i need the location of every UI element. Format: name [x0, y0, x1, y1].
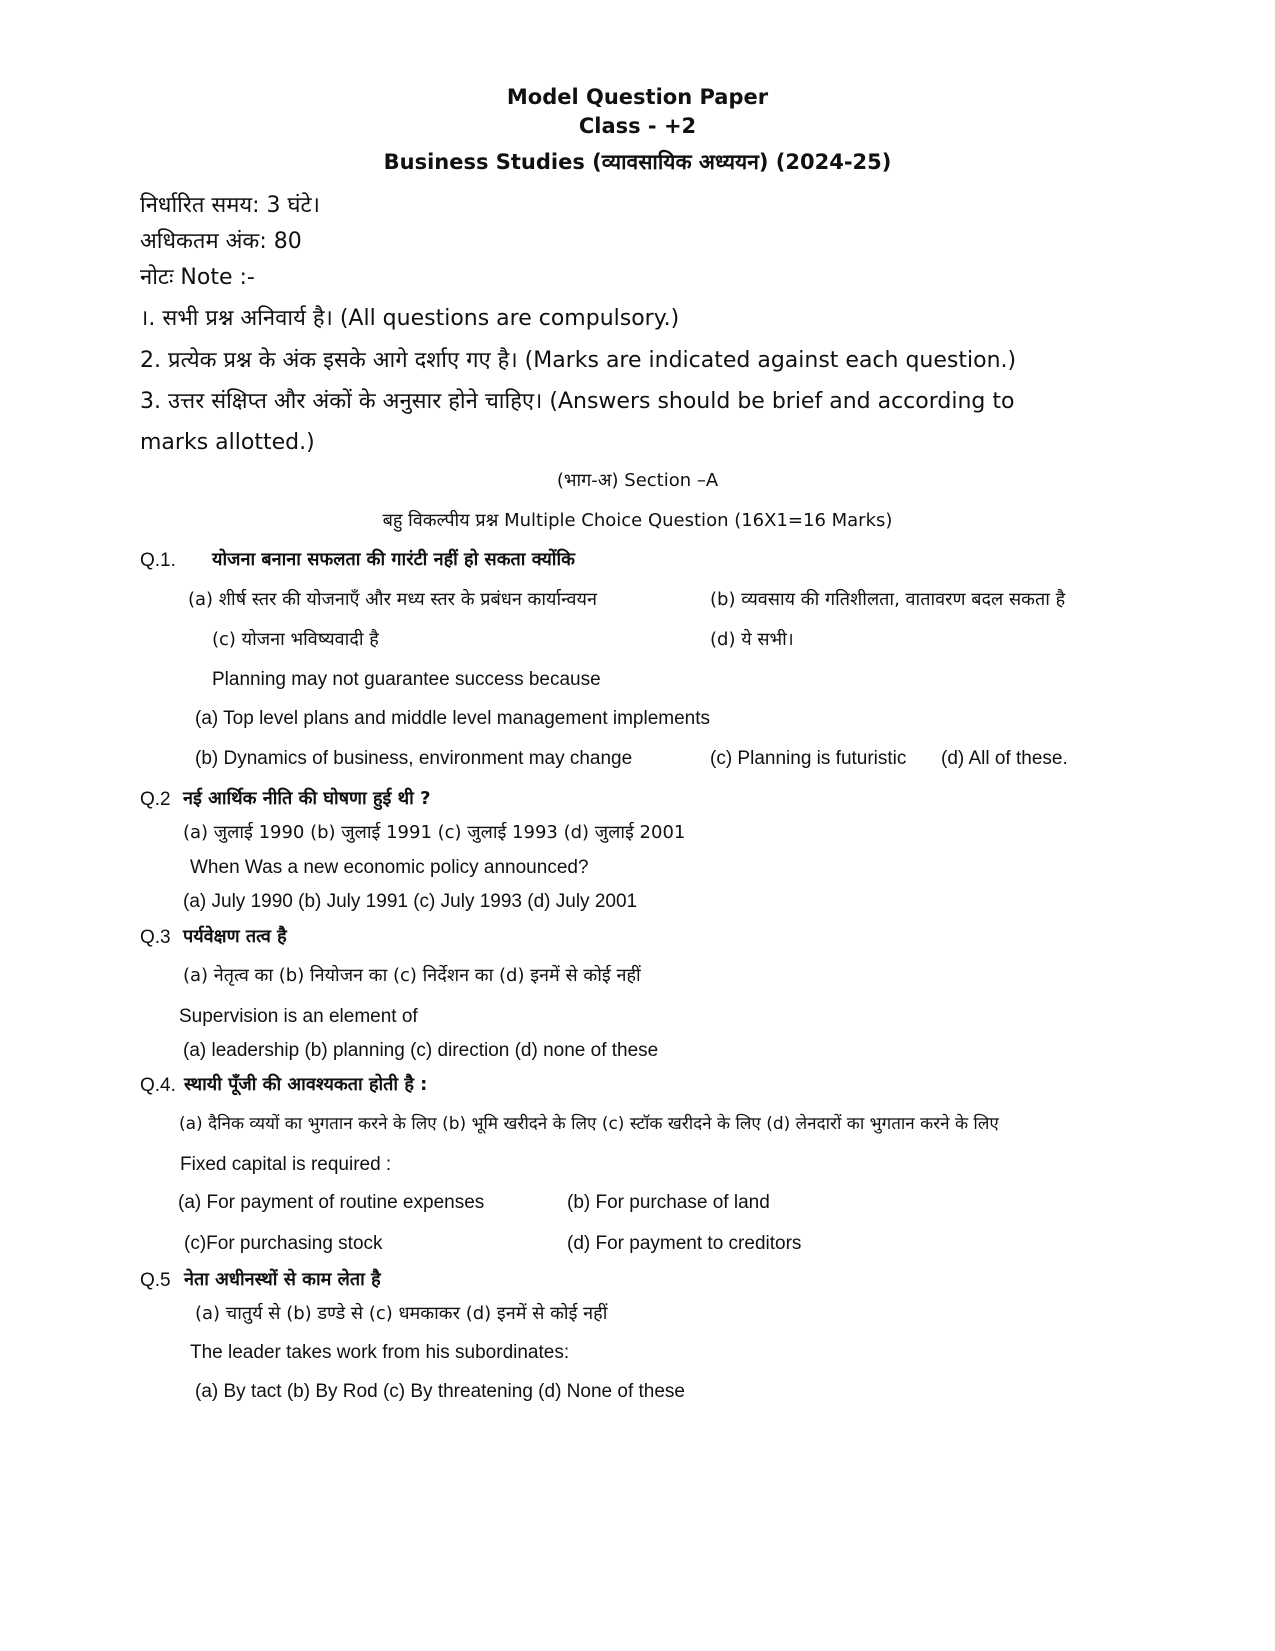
- q1-question-hindi: योजना बनाना सफलता की गारंटी नहीं हो सकता क्योंकि: [212, 549, 575, 570]
- note-item-2: 2. प्रत्येक प्रश्न के अंक इसके आगे दर्शाए गए है। (Marks are indicated against each question.): [140, 348, 1017, 373]
- q2-question-hindi: नई आर्थिक नीति की घोषणा हुई थी ?: [183, 788, 431, 809]
- time-allowed: निर्धारित समय: 3 घंटे।: [140, 193, 320, 218]
- note-label: नोटः Note :-: [140, 265, 255, 290]
- q3-question-hindi: पर्यवेक्षण तत्व है: [183, 926, 287, 947]
- q4-question-hindi: स्थायी पूँजी की आवश्यकता होती है :: [184, 1074, 428, 1095]
- paper-title: Model Question Paper: [506, 85, 769, 109]
- note-item-3: 3. उत्तर संक्षिप्त और अंकों के अनुसार होने चाहिए। (Answers should be brief and according to: [140, 389, 1015, 414]
- q1-number: Q.1.: [140, 550, 176, 571]
- section-title: (भाग-अ) Section –A: [556, 470, 719, 491]
- q4-hindi-options: (a) दैनिक व्ययों का भुगतान करने के लिए (b) भूमि खरीदने के लिए (c) स्टॉक खरीदने के लिए (d) लेनदारों का भुगतान करने के लिए: [179, 1114, 999, 1134]
- maximum-marks: अधिकतम अंक: 80: [140, 229, 302, 254]
- q5-english-options: (a) By tact (b) By Rod (c) By threatening (d) None of these: [195, 1381, 685, 1402]
- q4-english-option-a: (a) For payment of routine expenses: [178, 1192, 485, 1213]
- q4-number: Q.4.: [140, 1075, 176, 1096]
- q5-number: Q.5: [140, 1270, 171, 1291]
- q2-number: Q.2: [140, 789, 171, 810]
- q5-hindi-options: (a) चातुर्य से (b) डण्डे से (c) धमकाकर (d) इनमें से कोई नहीं: [195, 1303, 608, 1324]
- q4-question-english: Fixed capital is required :: [180, 1154, 392, 1175]
- q2-hindi-options: (a) जुलाई 1990 (b) जुलाई 1991 (c) जुलाई 1993 (d) जुलाई 2001: [183, 822, 686, 843]
- q1-hindi-option-d: (d) ये सभी।: [710, 629, 794, 650]
- q5-question-hindi: नेता अधीनस्थों से काम लेता है: [184, 1269, 381, 1290]
- q1-english-option-a: (a) Top level plans and middle level management implements: [195, 708, 711, 729]
- q4-english-option-b: (b) For purchase of land: [567, 1192, 770, 1213]
- q1-english-option-b: (b) Dynamics of business, environment may change: [195, 748, 633, 769]
- q1-hindi-option-b: (b) व्यवसाय की गतिशीलता, वातावरण बदल सकता है: [710, 589, 1066, 610]
- subject-label: Business Studies (व्यावसायिक अध्ययन) (2024-25): [383, 150, 892, 174]
- section-subtitle: बहु विकल्पीय प्रश्न Multiple Choice Question (16X1=16 Marks): [382, 510, 893, 531]
- class-label: Class - +2: [578, 114, 697, 138]
- q3-hindi-options: (a) नेतृत्व का (b) नियोजन का (c) निर्देशन का (d) इनमें से कोई नहीं: [183, 965, 641, 986]
- q1-hindi-option-c: (c) योजना भविष्यवादी है: [212, 629, 379, 650]
- q5-question-english: The leader takes work from his subordinates:: [190, 1342, 570, 1363]
- q3-question-english: Supervision is an element of: [179, 1006, 418, 1027]
- q2-english-options: (a) July 1990 (b) July 1991 (c) July 1993 (d) July 2001: [183, 891, 638, 912]
- q2-question-english: When Was a new economic policy announced?: [190, 857, 589, 878]
- q1-english-option-c: (c) Planning is futuristic: [710, 748, 907, 769]
- q3-number: Q.3: [140, 927, 171, 948]
- q1-hindi-option-a: (a) शीर्ष स्तर की योजनाएँ और मध्य स्तर के प्रबंधन कार्यान्वयन: [188, 589, 597, 610]
- note-item-1: ।. सभी प्रश्न अनिवार्य है। (All questions are compulsory.): [140, 306, 680, 331]
- q4-english-option-d: (d) For payment to creditors: [567, 1233, 802, 1254]
- note-item-3-continued: marks allotted.): [140, 430, 315, 455]
- q1-question-english: Planning may not guarantee success because: [212, 669, 601, 690]
- q3-english-options: (a) leadership (b) planning (c) direction (d) none of these: [183, 1040, 659, 1061]
- q4-english-option-c: (c)For purchasing stock: [184, 1233, 383, 1254]
- q1-english-option-d: (d) All of these.: [941, 748, 1068, 769]
